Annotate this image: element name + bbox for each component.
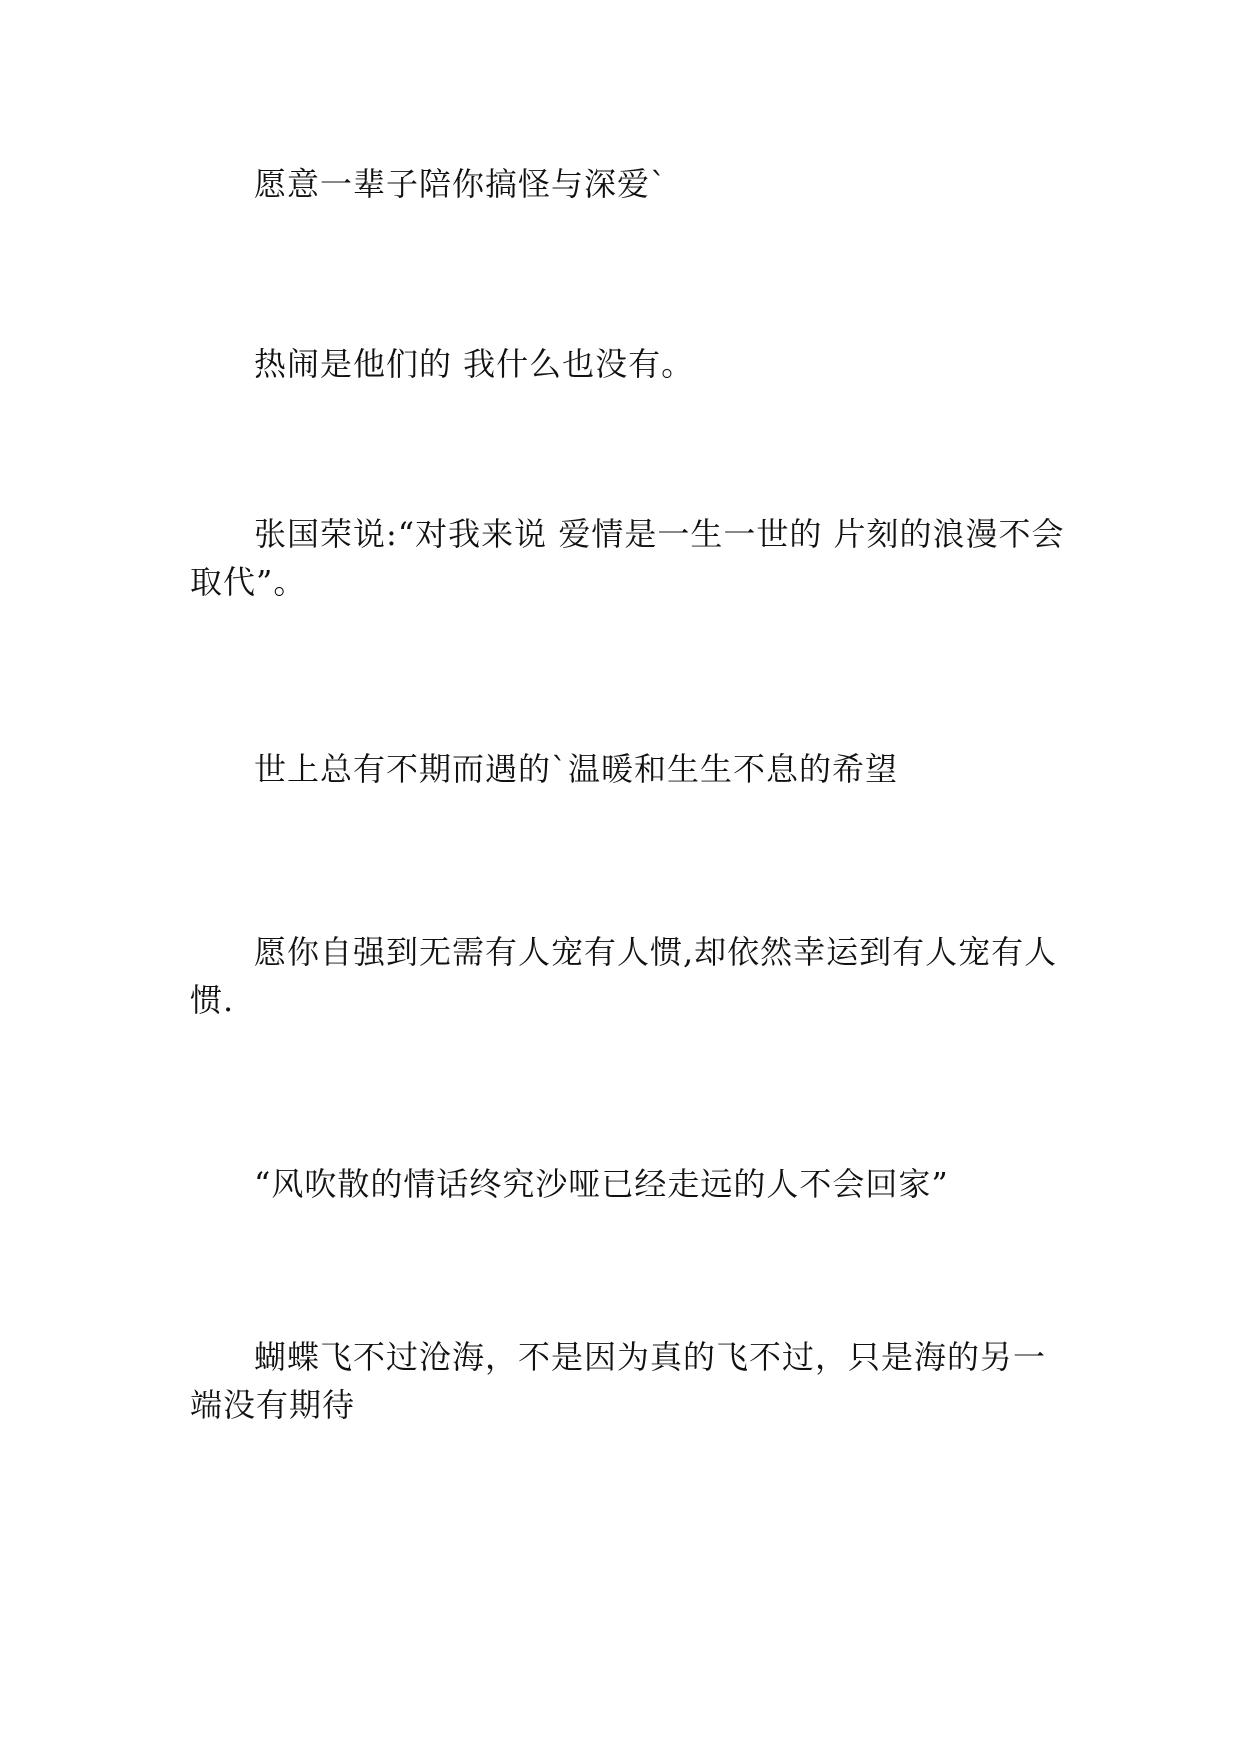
paragraph-1: 愿意一辈子陪你搞怪与深爱`: [254, 165, 668, 203]
paragraph-3: 张国荣说:“对我来说 爱情是一生一世的 片刻的浪漫不会取代”。: [190, 515, 1065, 601]
paragraph-2: 热闹是他们的 我什么也没有。: [254, 345, 695, 383]
paragraph-5: 愿你自强到无需有人宠有人惯,却依然幸运到有人宠有人惯.: [190, 933, 1058, 1019]
paragraph-6: “风吹散的情话终究沙哑已经走远的人不会回家”: [254, 1165, 949, 1203]
paragraph-7: 蝴蝶飞不过沧海，不是因为真的飞不过，只是海的另一端没有期待: [190, 1338, 1047, 1424]
paragraph-4: 世上总有不期而遇的`温暖和生生不息的希望: [254, 750, 899, 788]
